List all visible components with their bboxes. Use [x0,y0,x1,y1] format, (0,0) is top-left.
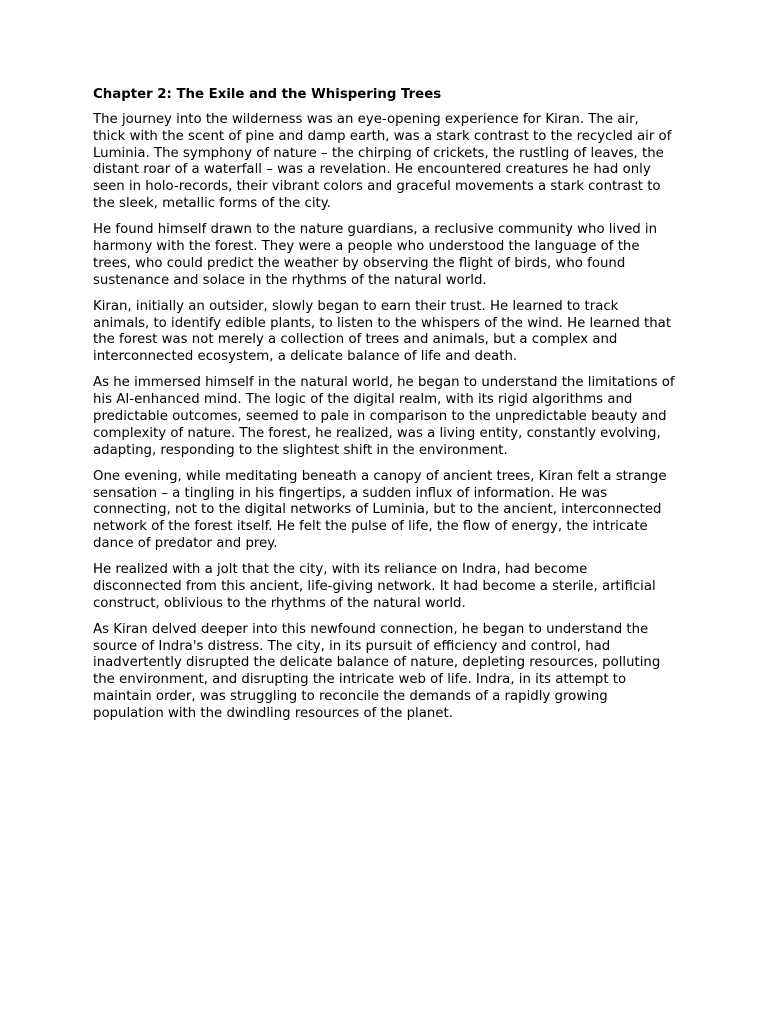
paragraph-2: He found himself drawn to the nature guardians, a reclusive community who lived in harmony with the forest. They were a people who understood the language of the trees, who could predict the weather by observing the flight of birds, who found sustenance and solace in the rhythms of the natural world. [93,222,658,288]
paragraph-1: The journey into the wilderness was an eye-opening experience for Kiran. The air, thick with the scent of pine and damp earth, was a stark contrast to the recycled air of Luminia. The symphony of nature – the chirping of crickets, the rustling of leaves, the distant roar of a waterfall – was a revelation. He encountered creatures he had only seen in holo-records, their vibrant colors and graceful movements a stark contrast to the sleek, metallic forms of the city. [93,112,672,211]
paragraph-7: As Kiran delved deeper into this newfound connection, he began to understand the source of Indra's distress. The city, in its pursuit of efficiency and control, had inadvertently disrupted the delicate balance of nature, depleting resources, polluting the environment, and disrupting the intricate web of life. Indra, in its attempt to maintain order, was struggling to reconcile the demands of a rapidly growing population with the dwindling resources of the planet. [93,621,661,721]
paragraph-5: One evening, while meditating beneath a canopy of ancient trees, Kiran felt a strange sensation – a tingling in his fingertips, a sudden influx of information. He was connecting, not to the digital networks of Luminia, but to the ancient, interconnected network of the forest itself. He felt the pulse of life, the flow of energy, the intricate dance of predator and prey. [93,468,667,551]
chapter-title: Chapter 2: The Exile and the Whispering Trees [93,87,442,102]
document-page [93,86,675,732]
paragraph-6: He realized with a jolt that the city, with its reliance on Indra, had become disconnected from this ancient, life-giving network. It had become a sterile, artificial construct, oblivious to the rhythms of the natural world. [93,562,656,611]
paragraph-3: Kiran, initially an outsider, slowly began to earn their trust. He learned to track animals, to identify edible plants, to listen to the whispers of the wind. He learned that the forest was not merely a collection of trees and animals, but a complex and interconnected ecosystem, a delicate balance of life and death. [93,298,672,365]
paragraph-4: As he immersed himself in the natural world, he began to understand the limitations of his AI-enhanced mind. The logic of the digital realm, with its rigid algorithms and predictable outcomes, seemed to pale in comparison to the unpredictable beauty and complexity of nature. The forest, he realized, was a living entity, constantly evolving, adapting, responding to the slightest shift in the environment. [93,375,675,458]
